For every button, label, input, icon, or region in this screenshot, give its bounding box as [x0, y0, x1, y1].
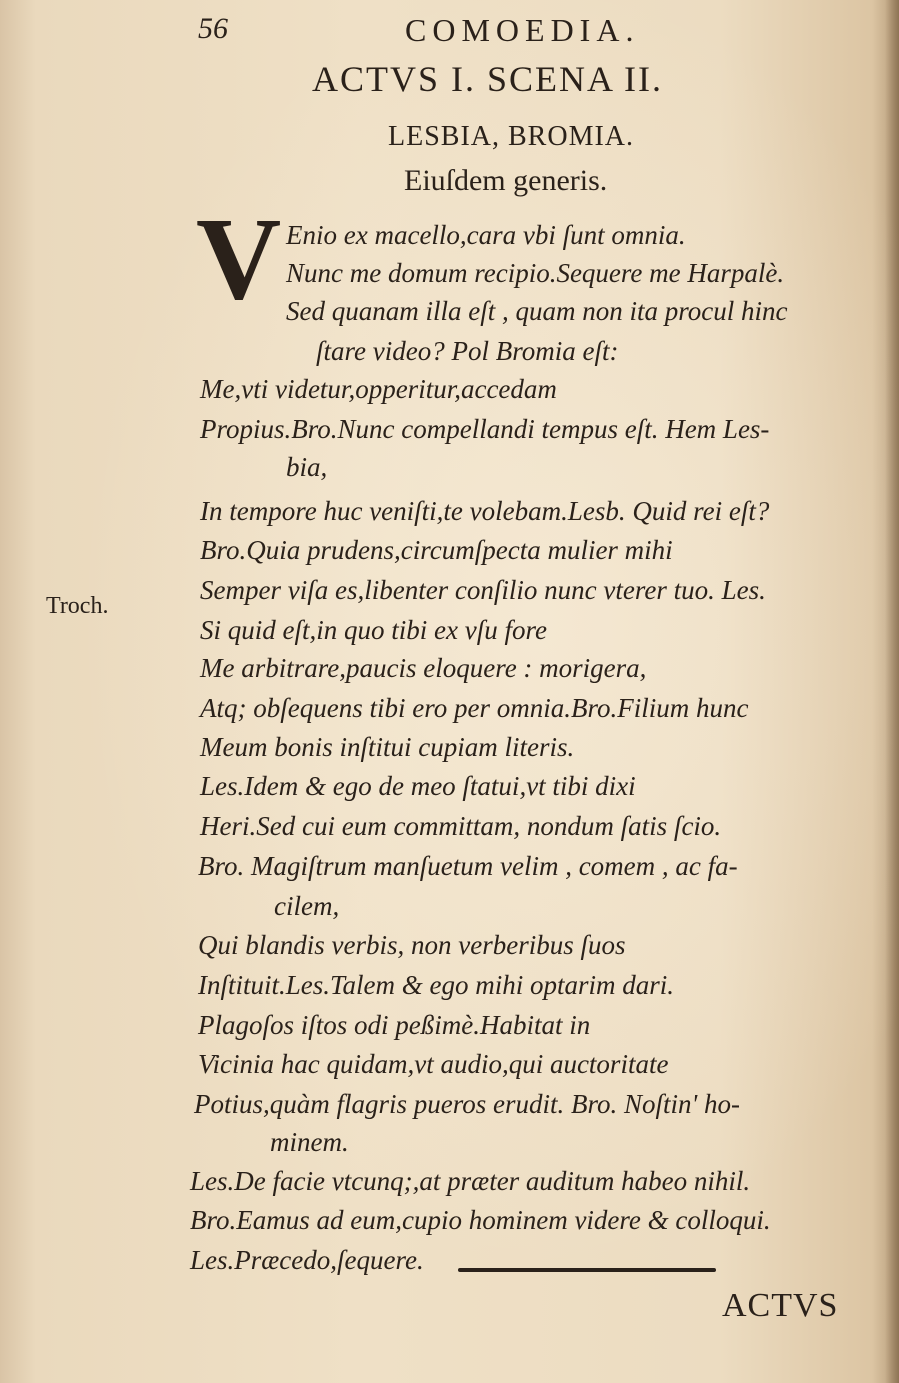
verse-line: Bro.Eamus ad eum,cupio hominem videre & colloqui. [190, 1205, 771, 1235]
verse-line: Me,vti videtur,opperitur,accedam [200, 374, 557, 404]
verse-line: Les.Præcedo,ſequere. [190, 1245, 424, 1275]
verse-line: Atq; obſequens tibi ero per omnia.Bro.Filium hunc [200, 693, 749, 723]
catchword: ACTVS [722, 1287, 839, 1324]
character-list: LESBIA, BROMIA. [388, 121, 635, 152]
verse-line: In tempore huc veniſti,te volebam.Lesb. Quid rei eſt? [200, 496, 770, 526]
genre-note: Eiuſdem generis. [404, 164, 608, 197]
verse-line: Qui blandis verbis, non verberibus ſuos [198, 930, 626, 960]
margin-note: Troch. [46, 593, 109, 619]
page-number: 56 [198, 12, 228, 45]
verse-line: Bro.Quia prudens,circumſpecta mulier mihi [200, 535, 673, 565]
drop-cap: V [196, 193, 282, 324]
verse-line: Si quid eſt,in quo tibi ex vſu fore [200, 615, 547, 645]
verse-line: Inſtituit.Les.Talem & ego mihi optarim dari. [198, 970, 675, 1000]
verse-line: Enio ex macello,cara vbi ſunt omnia. [286, 220, 686, 250]
verse-line: Plagoſos iſtos odi peßimè.Habitat in [198, 1010, 591, 1040]
verse-line: Semper viſa es,libenter conſilio nunc vterer tuo. Les. [200, 575, 766, 605]
verse-line: Les.Idem & ego de meo ſtatui,vt tibi dixi [200, 771, 636, 801]
page-gutter-shadow [885, 0, 899, 1383]
running-head: COMOEDIA. [405, 12, 640, 48]
verse-line: Propius.Bro.Nunc compellandi tempus eſt. Hem Les- [200, 414, 770, 444]
act-scene-heading: ACTVS I. SCENA II. [312, 59, 664, 99]
verse-line: Les.De facie vtcunq;,at præter auditum habeo nihil. [190, 1166, 751, 1196]
verse-line: bia, [286, 452, 328, 482]
verse-line: ſtare video? Pol Bromia eſt: [316, 336, 619, 366]
verse-line: Vicinia hac quidam,vt audio,qui auctoritate [198, 1049, 669, 1079]
verse-line: Me arbitrare,paucis eloquere : morigera, [200, 653, 647, 683]
verse-line: Potius,quàm flagris pueros erudit. Bro. Noſtin' ho- [194, 1089, 741, 1119]
verse-line: minem. [270, 1127, 349, 1157]
verse-line: cilem, [274, 891, 340, 921]
verse-line: Meum bonis inſtitui cupiam literis. [200, 732, 575, 762]
verse-line: Nunc me domum recipio.Sequere me Harpalè. [286, 258, 785, 288]
verse-line: Sed quanam illa eſt , quam non ita procul hinc [286, 296, 788, 326]
end-rule [458, 1268, 716, 1272]
verse-line: Bro. Magiſtrum manſuetum velim , comem , ac fa- [198, 851, 738, 881]
verse-line: Heri.Sed cui eum committam, nondum ſatis ſcio. [200, 811, 722, 841]
